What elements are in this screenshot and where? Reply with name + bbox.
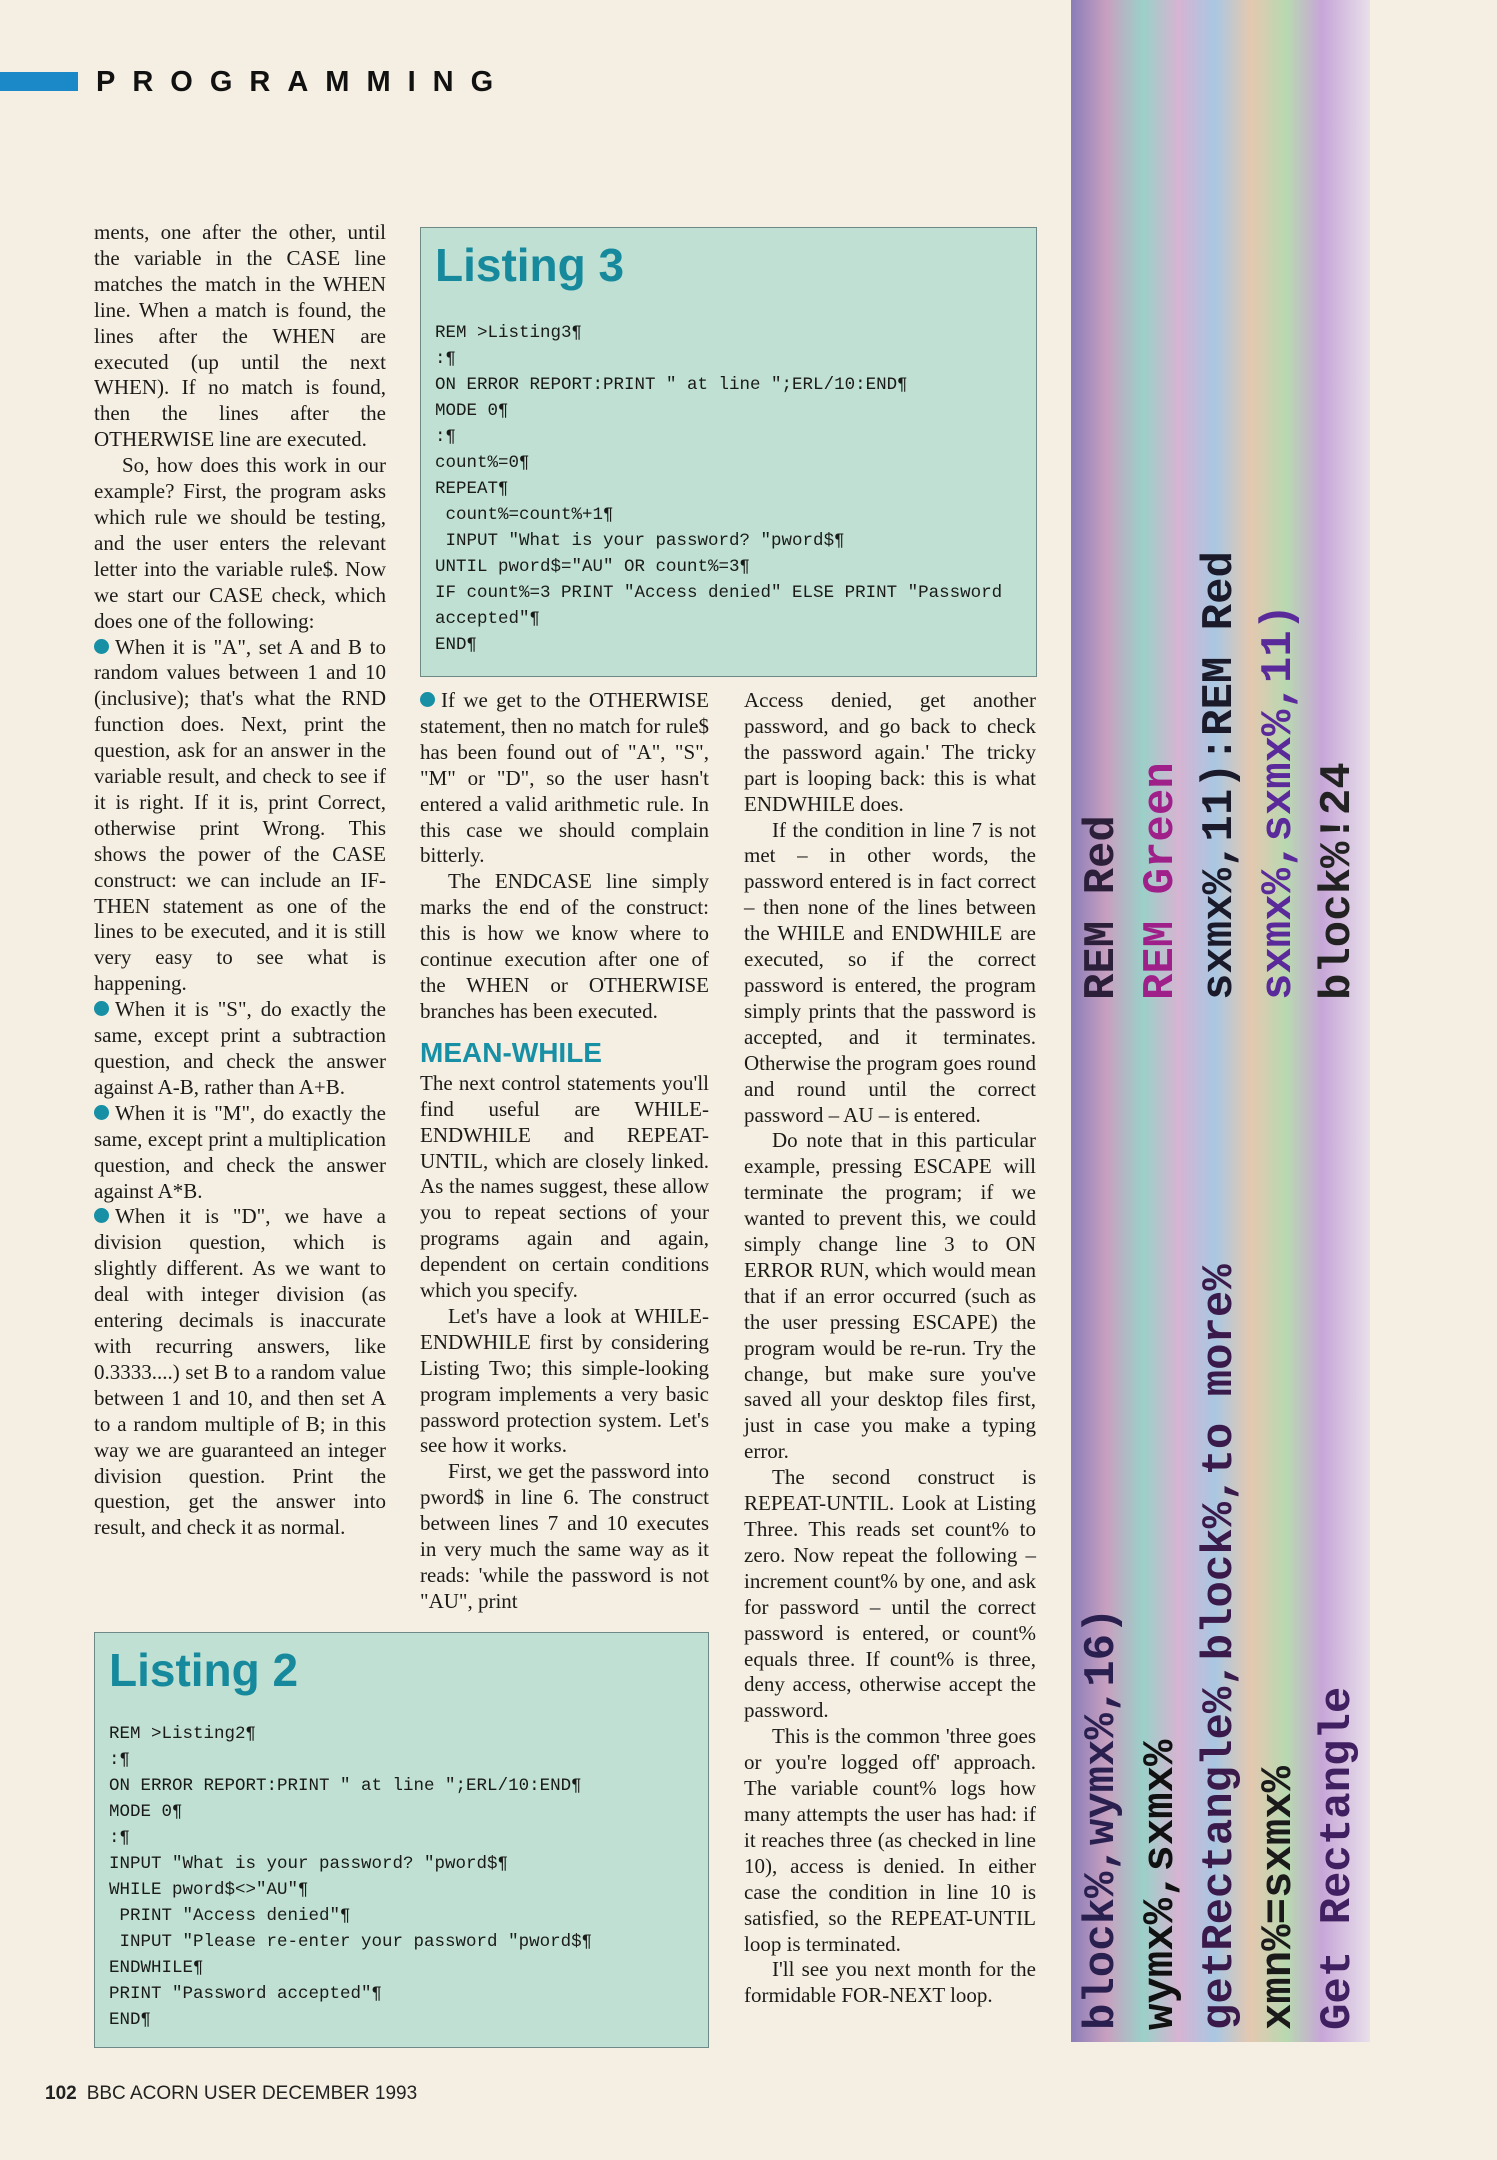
code-line: MODE 0¶ (435, 401, 509, 421)
code-line: INPUT "Please re-enter your password "pword$¶ (109, 1932, 593, 1952)
page-number: 102 (45, 2083, 77, 2104)
code-line: REM >Listing3¶ (435, 323, 583, 343)
publication-line: BBC ACORN USER DECEMBER 1993 (86, 2083, 418, 2104)
listing-2-code (109, 1721, 694, 2033)
paragraph-text: When it is "M", do exactly the same, except print a multiplication question, and check the answer against A*B. (94, 1100, 386, 1203)
screen-text-line: Get Rectangle (1313, 1686, 1363, 2030)
section-heading: MEAN-WHILE (420, 1036, 602, 1068)
paragraph-text: The ENDCASE line simply marks the end of the construct: this is how we know where to continue execution after one of the WHEN or OTHERWISE branches has been executed. (420, 869, 709, 1023)
screen-text-line: wymx%,sxmx% (1136, 1739, 1186, 2030)
paragraph-text: So, how does this work in our example? First, the program asks which rule we should be testing, and the user enters the relevant letter into the variable rule$. Now we start our CASE check, which does one of the following: (94, 453, 386, 633)
section-color-bar (0, 72, 78, 91)
bullet-icon (94, 1208, 109, 1223)
screen-photo-strip (1071, 0, 1370, 2042)
paragraph-text: This is the common 'three goes or you're logged off' approach. The variable count% logs how many attempts the user has had: if it reaches three (as checked in line 10), access is denied. In either case the condition in line 10 is satisfied, so the REPEAT-UNTIL loop is terminated. (744, 1724, 1036, 1956)
code-line: accepted"¶ (435, 609, 541, 629)
paragraph (744, 818, 1036, 1129)
bullet-paragraph (94, 635, 386, 998)
screen-text-line: block%!24 (1313, 762, 1363, 1000)
code-line: :¶ (109, 1828, 131, 1848)
code-line: :¶ (435, 427, 457, 447)
paragraph-text: The next control statements you'll find useful are WHILE-ENDWHILE and REPEAT-UNTIL, which are closely linked. As the names suggest, these allow you to repeat sections of your programs again and again, dependent on certain conditions which you specify. (420, 1070, 709, 1303)
paragraph (420, 1071, 709, 1304)
listing-3-title: Listing 3 (435, 239, 625, 291)
bullet-icon (420, 692, 435, 707)
paragraph-text: I'll see you next month for the formidable FOR-NEXT loop. (744, 1957, 1036, 2008)
page-footer (45, 2083, 417, 2105)
code-line: ON ERROR REPORT:PRINT " at line ";ERL/10:END¶ (435, 375, 908, 395)
code-line: END¶ (435, 635, 478, 655)
paragraph (94, 453, 386, 634)
paragraph-text: Access denied, get another password, and go back to check the password again.' The tricky part is looping back: this is what ENDWHILE does. (744, 688, 1036, 816)
bullet-paragraph (94, 1101, 386, 1205)
screen-text-line: sxmx%,11):REM Red (1195, 551, 1245, 1000)
code-line: INPUT "What is your password? "pword$¶ (109, 1854, 509, 1874)
bullet-icon (94, 639, 109, 654)
paragraph (744, 1128, 1036, 1465)
code-line: UNTIL pword$="AU" OR count%=3¶ (435, 557, 751, 577)
paragraph-text: If we get to the OTHERWISE statement, then no match for rule$ has been found out of "A", "S", "M" or "D", so the user hasn't entered a valid arithmetic rule. In this case we should complain bitterly. (420, 688, 709, 868)
bullet-paragraph (420, 688, 709, 869)
paragraph (420, 1459, 709, 1614)
screen-text-line: REM Green (1136, 762, 1186, 1000)
code-line: INPUT "What is your password? "pword$¶ (435, 531, 845, 551)
paragraph-text: Let's have a look at WHILE-ENDWHILE first by considering Listing Two; this simple-looking program implements a very basic password protection system. Let's see how it works. (420, 1303, 709, 1458)
code-line: END¶ (109, 2010, 152, 2030)
paragraph (94, 220, 386, 453)
paragraph (744, 1724, 1036, 1957)
paragraph (420, 1304, 709, 1459)
paragraph-text: ments, one after the other, until the variable in the CASE line matches the match in the WHEN line. When a match is found, the lines after the WHEN are executed (up until the next WHEN). If no match is found, then the lines after the OTHERWISE line are executed. (94, 220, 386, 452)
code-line: MODE 0¶ (109, 1802, 183, 1822)
article-column-1 (94, 220, 386, 1541)
paragraph (744, 688, 1036, 818)
code-line: REPEAT¶ (435, 479, 509, 499)
paragraph-text: When it is "S", do exactly the same, except print a subtraction question, and check the answer against A-B, rather than A+B. (94, 997, 386, 1099)
code-line: :¶ (109, 1750, 131, 1770)
code-line: ENDWHILE¶ (109, 1958, 204, 1978)
code-line: :¶ (435, 349, 457, 369)
code-line: PRINT "Access denied"¶ (109, 1906, 351, 1926)
code-line: ON ERROR REPORT:PRINT " at line ";ERL/10:END¶ (109, 1776, 582, 1796)
screen-text-line: xmn%=sxmx% (1254, 1765, 1304, 2030)
bullet-icon (94, 1105, 109, 1120)
paragraph (744, 1957, 1036, 2009)
bullet-paragraph (94, 1204, 386, 1541)
listing-3-box (420, 227, 1037, 677)
code-line: IF count%=3 PRINT "Access denied" ELSE PRINT "Password (435, 583, 1003, 603)
code-line: count%=0¶ (435, 453, 530, 473)
paragraph-text: First, we get the password into pword$ in line 6. The construct between lines 7 and 10 executes in very much the same way as it reads: 'while the password is not "AU", print (420, 1459, 709, 1613)
code-line: WHILE pword$<>"AU"¶ (109, 1880, 309, 1900)
paragraph-text: If the condition in line 7 is not met – in other words, the password entered is in fact correct – then none of the lines between the WHILE and ENDWHILE are executed, so if the correct password is entered, the program simply prints that the password is accepted, and it terminates. Otherwise the program goes round and round until the correct password – AU – is entered. (744, 817, 1036, 1127)
paragraph (744, 1465, 1036, 1724)
article-column-3 (744, 688, 1036, 2009)
screen-text-line: sxmx%,sxmx%,11) (1254, 603, 1304, 1000)
listing-3-code (435, 320, 1022, 658)
code-line: count%=count%+1¶ (435, 505, 614, 525)
screen-text-line: getRectangle%,block%,to more% (1195, 1264, 1245, 2030)
section-title: PROGRAMMING (96, 66, 511, 98)
screen-text-line: block%,wymx%,16) (1077, 1607, 1127, 2030)
code-line: PRINT "Password accepted"¶ (109, 1984, 383, 2004)
code-line: REM >Listing2¶ (109, 1724, 257, 1744)
paragraph-text: When it is "D", we have a division question, which is slightly different. As we want to deal with integer division (as entering decimals is inaccurate with recurring answers, like 0.3333....) set B to a random value between 1 and 10, and then set A to a random multiple of B; in this way we are guaranteed an integer division question. Print the question, get the answer into result, and check it as normal. (94, 1204, 386, 1540)
paragraph (420, 869, 709, 1024)
screen-text-line: REM Red (1077, 815, 1127, 1000)
paragraph-text: When it is "A", set A and B to random values between 1 and 10 (inclusive); that's what the RND function does. Next, print the question, ask for an answer in the variable result, and check to see if it is right. If it is, print Correct, otherwise print Wrong. This shows the power of the CASE construct: we can include an IF-THEN statement as one of the lines to be executed, and it is still very easy to see what is happening. (94, 634, 386, 996)
listing-2-box (94, 1632, 709, 2048)
listing-2-title: Listing 2 (109, 1644, 299, 1696)
paragraph-text: Do note that in this particular example, pressing ESCAPE will terminate the program; if we wanted to prevent this, we could simply change line 3 to ON ERROR RUN, which would mean that if an error occurred (such as the user pressing ESCAPE) the program would be re-run. Try the change, but make sure you've saved all your desktop files first, just in case you make a typing error. (744, 1128, 1036, 1464)
paragraph-text: The second construct is REPEAT-UNTIL. Look at Listing Three. This reads set count% to zero. Now repeat the following – increment count% by one, and ask for password – until the correct password is entered, or count% equals three. If count% is three, deny access, otherwise accept the password. (744, 1465, 1036, 1723)
bullet-paragraph (94, 997, 386, 1101)
article-column-2 (420, 688, 709, 1615)
bullet-icon (94, 1001, 109, 1016)
